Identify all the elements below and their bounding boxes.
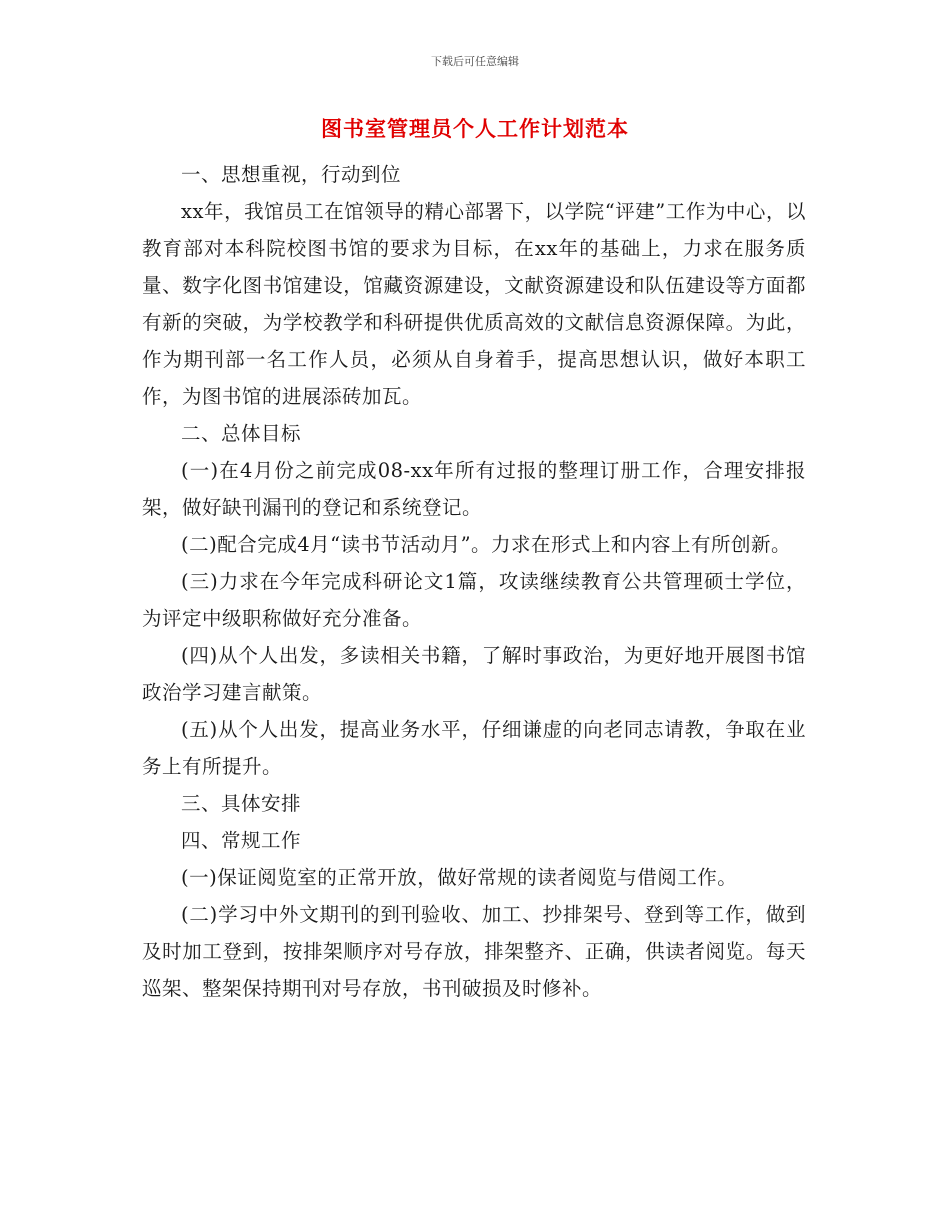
section-heading-4: 四、常规工作 bbox=[181, 829, 302, 852]
section-heading-2: 二、总体目标 bbox=[181, 422, 302, 445]
section-heading-1: 一、思想重视，行动到位 bbox=[181, 163, 402, 186]
routine-item-2: (二)学习中外文期刊的到刊验收、加工、抄排架号、登到等工作，做到及时加工登到，按排架顺序对号存放，排架整齐、正确，供读者阅览。每天巡架、整架保持期刊对号存放，书刊破损及时修补。 bbox=[142, 903, 806, 1000]
goal-item-2: (二)配合完成4月“读书节活动月”。力求在形式上和内容上有所创新。 bbox=[181, 533, 792, 556]
goal-item-3: (三)力求在今年完成科研论文1篇，攻读继续教育公共管理硕士学位，为评定中级职称做好充分准备。 bbox=[142, 570, 806, 630]
goal-item-4: (四)从个人出发，多读相关书籍，了解时事政治，为更好地开展图书馆政治学习建言献策。 bbox=[142, 644, 806, 704]
section-heading-3: 三、具体安排 bbox=[181, 792, 302, 815]
header-note: 下载后可任意编辑 bbox=[431, 55, 519, 68]
paragraph-intro: xx年，我馆员工在馆领导的精心部署下，以学院“评建”工作为中心，以教育部对本科院校图书馆的要求为目标，在xx年的基础上，力求在服务质量、数字化图书馆建设，馆藏资源建设，文献资源建设和队伍建设等方面都有新的突破，为学校教学和科研提供优质高效的文献信息资源保障。为此，作为期刊部一名工作人员，必须从自身着手，提高思想认识，做好本职工作，为图书馆的进展添砖加瓦。 bbox=[142, 200, 806, 408]
document-title: 图书室管理员个人工作计划范本 bbox=[321, 116, 629, 141]
routine-item-1: (一)保证阅览室的正常开放，做好常规的读者阅览与借阅工作。 bbox=[181, 866, 738, 889]
goal-item-1: (一)在4月份之前完成08-xx年所有过报的整理订册工作，合理安排报架，做好缺刊漏刊的登记和系统登记。 bbox=[142, 459, 806, 519]
document-body bbox=[142, 156, 806, 1007]
goal-item-5: (五)从个人出发，提高业务水平，仔细谦虚的向老同志请教，争取在业务上有所提升。 bbox=[142, 718, 806, 778]
